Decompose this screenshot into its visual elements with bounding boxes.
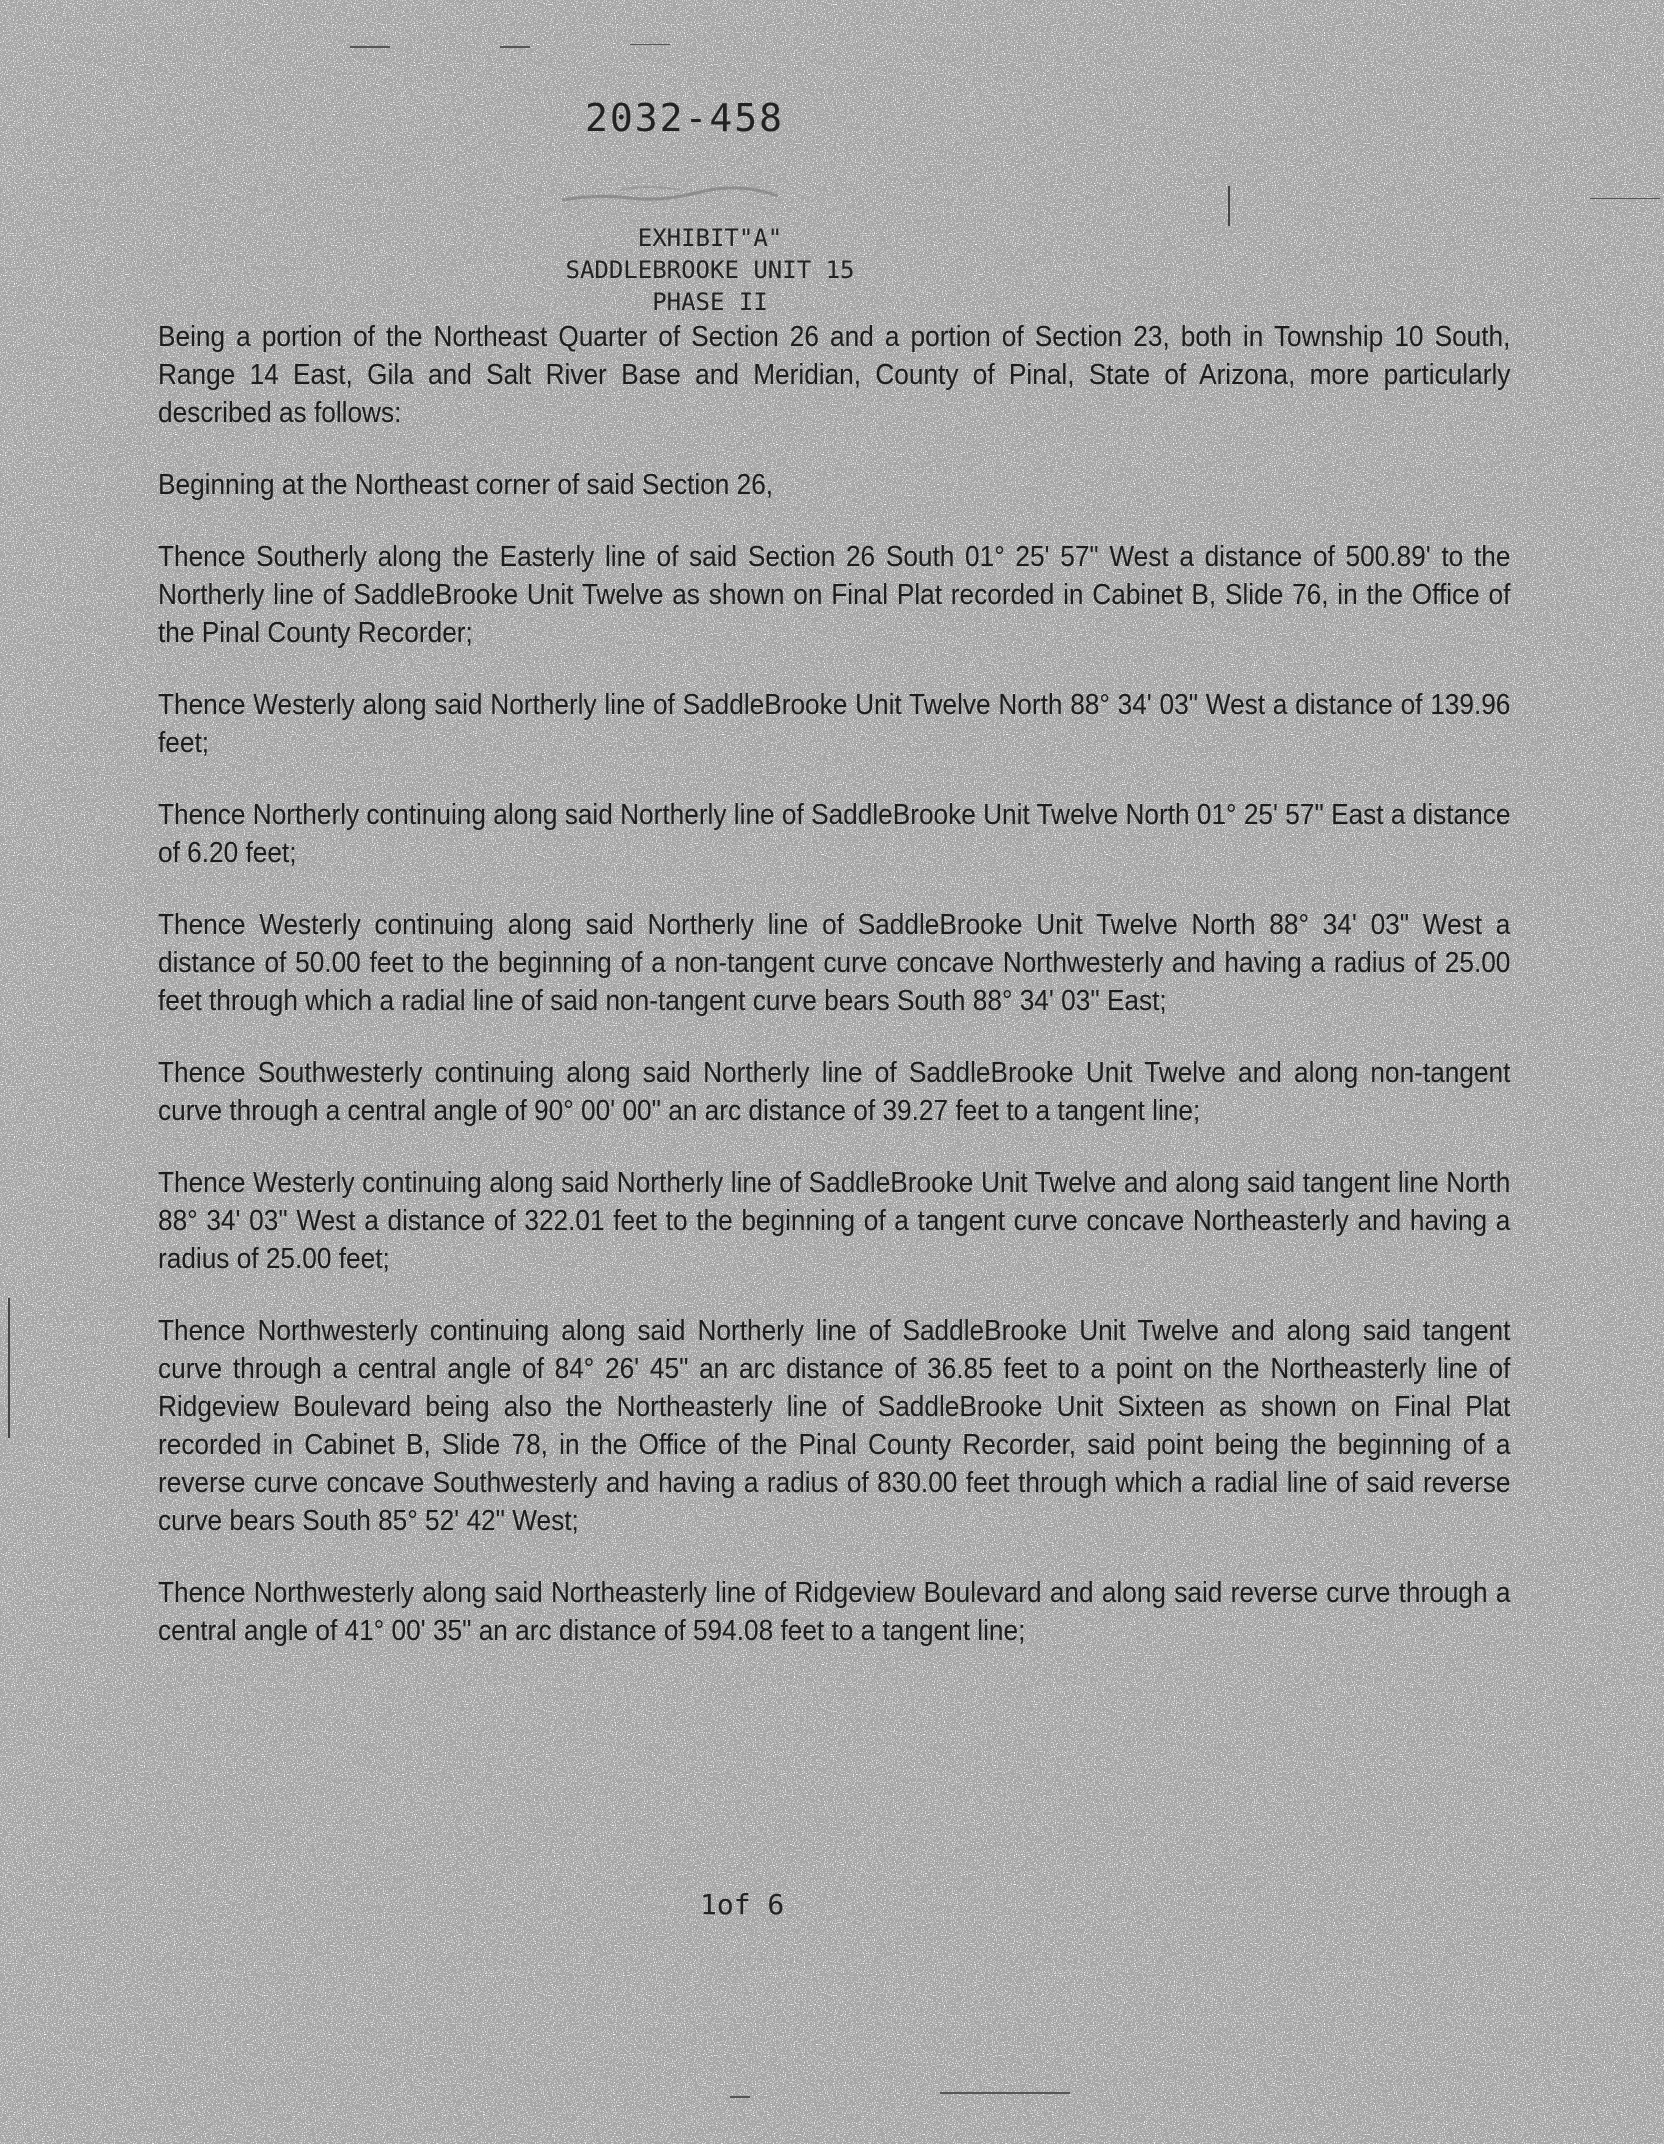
exhibit-title: EXHIBIT"A" [637, 224, 783, 252]
phase-label: PHASE II [652, 288, 768, 316]
document-number: 2032-458 [585, 96, 785, 140]
page-indicator: 1of 6 [700, 1888, 785, 1921]
ink-smudge [560, 180, 780, 210]
paragraph-course-1: Thence Southerly along the Easterly line of said Section 26 South 01° 25' 57" West a distance of 500.89' to the Northerly line of SaddleBrooke Unit Twelve as shown on Final Plat recorded in Cabinet B, Slide 76, in the Office of the Pinal County Recorder; [158, 541, 1511, 649]
paragraph-course-7: Thence Northwesterly continuing along said Northerly line of SaddleBrooke Unit Twelve and along said tangent curve through a central angle of 84° 26' 45" an arc distance of 36.85 feet to a point on the Northeasterly line of Ridgeview Boulevard being also the Northeasterly line of SaddleBrooke Unit Sixteen as shown on Final Plat recorded in Cabinet B, Slide 78, in the Office of the Pinal County Recorder, said point being the beginning of a reverse curve concave Southwesterly and having a radius of 830.00 feet through which a radial line of said reverse curve bears South 85° 52' 42" West; [158, 1315, 1511, 1537]
stray-mark [1590, 198, 1660, 199]
subdivision-name: SADDLEBROOKE UNIT 15 [565, 256, 855, 284]
paragraph-course-5: Thence Southwesterly continuing along said Northerly line of SaddleBrooke Unit Twelve and along non-tangent curve through a central angle of 90° 00' 00" an arc distance of 39.27 feet to a tangent line; [158, 1057, 1511, 1127]
stray-mark [1228, 186, 1230, 226]
stray-mark [730, 2096, 750, 2098]
paragraph-beginning: Beginning at the Northeast corner of said Section 26, [158, 469, 774, 501]
legal-description [158, 318, 1511, 1684]
paragraph-course-2: Thence Westerly along said Northerly line of SaddleBrooke Unit Twelve North 88° 34' 03" West a distance of 139.96 feet; [158, 689, 1511, 759]
paragraph-course-6: Thence Westerly continuing along said Northerly line of SaddleBrooke Unit Twelve and along said tangent line North 88° 34' 03" West a distance of 322.01 feet to the beginning of a tangent curve concave Northeasterly and having a radius of 25.00 feet; [158, 1167, 1511, 1275]
margin-mark [8, 1298, 10, 1438]
paragraph-preamble: Being a portion of the Northeast Quarter of Section 26 and a portion of Section 23, both in Township 10 South, Range 14 East, Gila and Salt River Base and Meridian, County of Pinal, State of Arizona, more particularly described as follows: [158, 321, 1511, 429]
exhibit-header [520, 222, 900, 318]
stray-mark [940, 2092, 1070, 2094]
paragraph-course-8: Thence Northwesterly along said Northeasterly line of Ridgeview Boulevard and along said reverse curve through a central angle of 41° 00' 35" an arc distance of 594.08 feet to a tangent line; [158, 1577, 1511, 1647]
stray-mark [500, 46, 530, 48]
stray-mark [350, 46, 390, 48]
stray-mark [630, 44, 670, 45]
paragraph-course-3: Thence Northerly continuing along said Northerly line of SaddleBrooke Unit Twelve North 01° 25' 57" East a distance of 6.20 feet; [158, 799, 1511, 869]
paragraph-course-4: Thence Westerly continuing along said Northerly line of SaddleBrooke Unit Twelve North 88° 34' 03" West a distance of 50.00 feet to the beginning of a non-tangent curve concave Northwesterly and having a radius of 25.00 feet through which a radial line of said non-tangent curve bears South 88° 34' 03" East; [158, 909, 1511, 1017]
